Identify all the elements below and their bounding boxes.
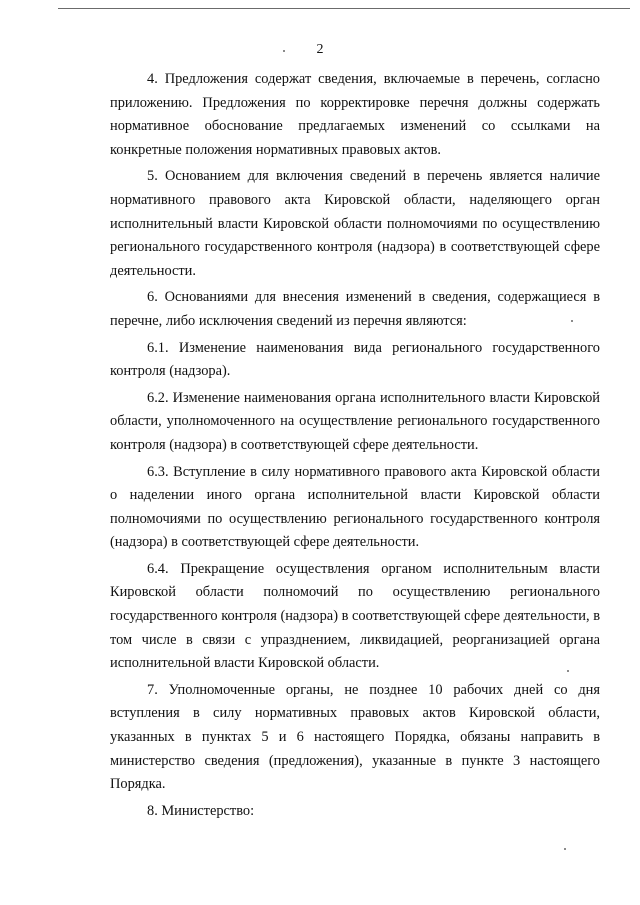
paragraph-6-1: 6.1. Изменение наименования вида регионального государственного контроля (надзора). [110, 339, 600, 380]
paragraph-6-3: 6.3. Вступление в силу нормативного правового акта Кировской области о наделении иного органа исполнительной власти Кировской области полномочиями по осуществлению регионального государственного контроля (надзора) в соответствующей сфере деятельности. [110, 463, 600, 551]
paragraph-8: 8. Министерство: [147, 802, 255, 819]
paragraph-5: 5. Основанием для включения сведений в перечень является наличие нормативного правового акта Кировской области, наделяющего орган исполнительный власти Кировской области полномочиями по осуществлению регионального государственного контроля (надзора) в соответствующей сфере деятельности. [110, 168, 600, 279]
scan-speck [571, 320, 573, 322]
scan-speck [283, 50, 285, 52]
page-number: 2 [316, 42, 324, 57]
paragraph-6-2: 6.2. Изменение наименования органа исполнительного власти Кировской области, уполномоченного на осуществление регионального государственного контроля (надзора) в соответствующей сфере деятельности. [110, 389, 600, 453]
document-body [110, 68, 600, 826]
scan-speck [564, 848, 566, 850]
paragraph-4: 4. Предложения содержат сведения, включаемые в перечень, согласно приложению. Предложения по корректировке перечня должны содержать нормативное обоснование предлагаемых изменений со ссылками на конкретные положения нормативных правовых актов. [110, 71, 600, 158]
paragraph-7: 7. Уполномоченные органы, не позднее 10 рабочих дней со дня вступления в силу нормативных правовых актов Кировской области, указанных в пунктах 5 и 6 настоящего Порядка, обязаны направить в министерство сведения (предложения), указанные в пункте 3 настоящего Порядка. [110, 681, 600, 793]
paragraph-6: 6. Основаниями для внесения изменений в сведения, содержащиеся в перечне, либо исключения сведений из перечня являются: [110, 289, 600, 329]
top-border-line [58, 8, 630, 9]
paragraph-6-4: 6.4. Прекращение осуществления органом исполнительным власти Кировской области полномочий по осуществлению регионального государственного контроля (надзора) в соответствующей сфере деятельности, в том числе в связи с упразднением, ликвидацией, реорганизацией органа исполнительной власти Кировской области. [110, 560, 600, 672]
scan-speck [567, 670, 569, 672]
